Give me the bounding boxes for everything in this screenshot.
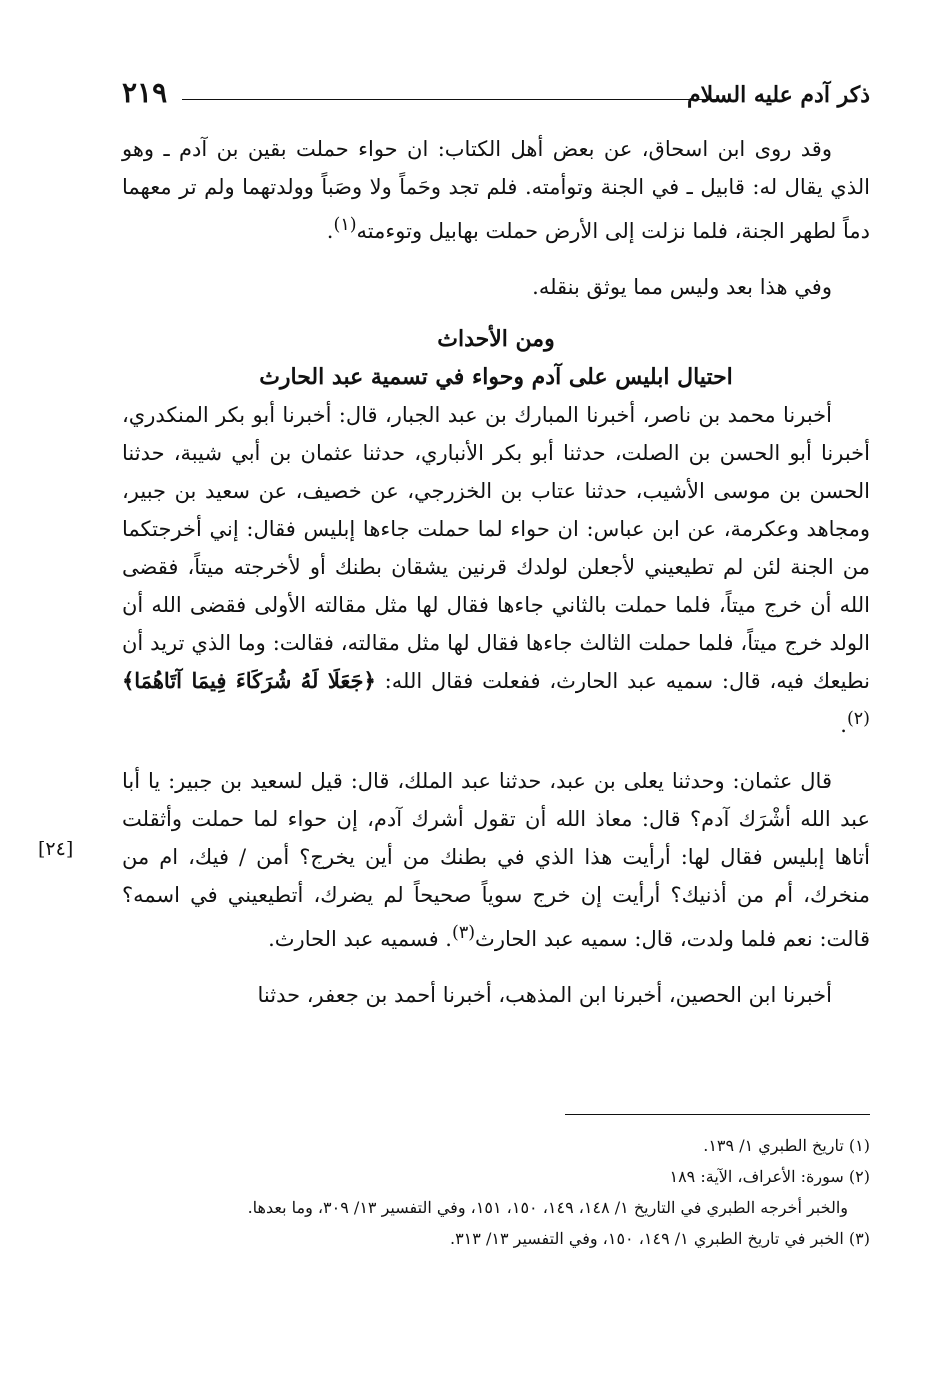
section-heading: ومن الأحداث — [437, 326, 555, 352]
subsection-heading: احتيال ابليس على آدم وحواء في تسمية عبد الحارث — [259, 364, 733, 390]
paragraph-4-wrap — [38, 762, 870, 958]
header-rule — [182, 99, 720, 100]
running-title: ذكر آدم عليه السلام — [687, 82, 870, 108]
paragraph-4-text: قال عثمان: وحدثنا يعلى بن عبد، حدثنا عبد الملك، قال: قيل لسعيد بن جبير: يا أبا عبد الله أشْرَك آدم؟ قال: معاذ الله أن تقول أشرك آدم، إن حواء لما حملت وأثقلت أتاها إبليس فقال لها: أرأيت هذا الذي في بطنك من أين يخرج؟ أمن / فيك، ام من منخرك، أم من أذنيك؟ أرأيت إن خرج سوياً صحيحاً لم يضرك، أتطيعيني في اسمه؟ قالت: نعم فلما ولدت، قال: سميه عبد الحارث — [122, 769, 870, 951]
margin-folio-note: [٢٤] — [38, 838, 74, 860]
footnote-3: (٣) الخبر في تاريخ الطبري ١/ ١٤٩، ١٥٠، وفي التفسير ١٣/ ٣١٣. — [449, 1229, 870, 1248]
paragraph-3-text: أخبرنا محمد بن ناصر، أخبرنا المبارك بن عبد الجبار، قال: أخبرنا أبو بكر المنكدري، أخبرنا أبو الحسن بن الصلت، حدثنا أبو بكر الأنباري، حدثنا عثمان بن أبي شيبة، حدثنا الحسن بن موسى الأشيب، حدثنا عتاب بن الخزرجي، عن خصيف، عن سعيد بن جبير، ومجاهد وعكرمة، عن ابن عباس: ان حواء لما حملت جاءها إبليس فقال: إني أخرجتكما من الجنة لئن لم تطيعيني لأجعلن لولدك قرنين يشقان بطنك أو لأخرجته ميتاً، فقضى الله أن خرج ميتاً، فلما حملت بالثاني جاءها فقال لها مثل مقالته الأولى فقضى الله أن الولد خرج ميتاً، فلما حملت الثالث جاءها فقال لها مثل مقالته، فقالت: وما الذي تريد أن نطيعك فيه، قال: سميه عبد الحارث، ففعلت فقال الله: — [122, 403, 870, 693]
footnotes — [122, 1130, 870, 1254]
paragraph-1-end: . — [326, 219, 334, 243]
quran-quote: ﴿جَعَلَا لَهُ شُرَكَاءَ فِيمَا آتَاهُمَا﴾ — [122, 668, 376, 693]
paragraph-3-end: . — [840, 713, 847, 737]
footnote-rule — [565, 1114, 870, 1115]
footnote-ref-3: (٣) — [451, 923, 476, 943]
page-header — [122, 72, 870, 112]
footnote-ref-2: (٢) — [846, 709, 870, 729]
paragraph-4-end: . فسميه عبد الحارث. — [268, 927, 452, 951]
footnote-1: (١) تاريخ الطبري ١/ ١٣٩. — [703, 1136, 870, 1155]
footnote-ref-1: (١) — [333, 215, 357, 235]
footnote-2-continuation: والخبر أخرجه الطبري في التاريخ ١/ ١٤٨، ١٤٩، ١٥٠، ١٥١، وفي التفسير ١٣/ ٣٠٩، وما بعدها. — [247, 1198, 848, 1217]
paragraph-1 — [122, 130, 870, 250]
paragraph-2: وفي هذا بعد وليس مما يوثق بنقله. — [532, 275, 832, 299]
paragraph-4 — [122, 762, 870, 958]
footnote-2: (٢) سورة: الأعراف، الآية: ١٨٩ — [669, 1167, 870, 1186]
main-text — [38, 130, 870, 1014]
paragraph-3 — [122, 396, 870, 744]
page-number: ٢١٩ — [122, 76, 168, 109]
paragraph-1-text: وقد روى ابن اسحاق، عن بعض أهل الكتاب: ان حواء حملت بقين بن آدم ـ وهو الذي يقال له: قابيل ـ في الجنة وتوأمته. فلم تجد وحَماً ولا وصَباً وولدتهما ولم تر معهما دماً لطهر الجنة، فلما نزلت إلى الأرض حملت بهابيل وتوءمته — [122, 137, 870, 243]
paragraph-5: أخبرنا ابن الحصين، أخبرنا ابن المذهب، أخبرنا أحمد بن جعفر، حدثنا — [257, 983, 832, 1007]
